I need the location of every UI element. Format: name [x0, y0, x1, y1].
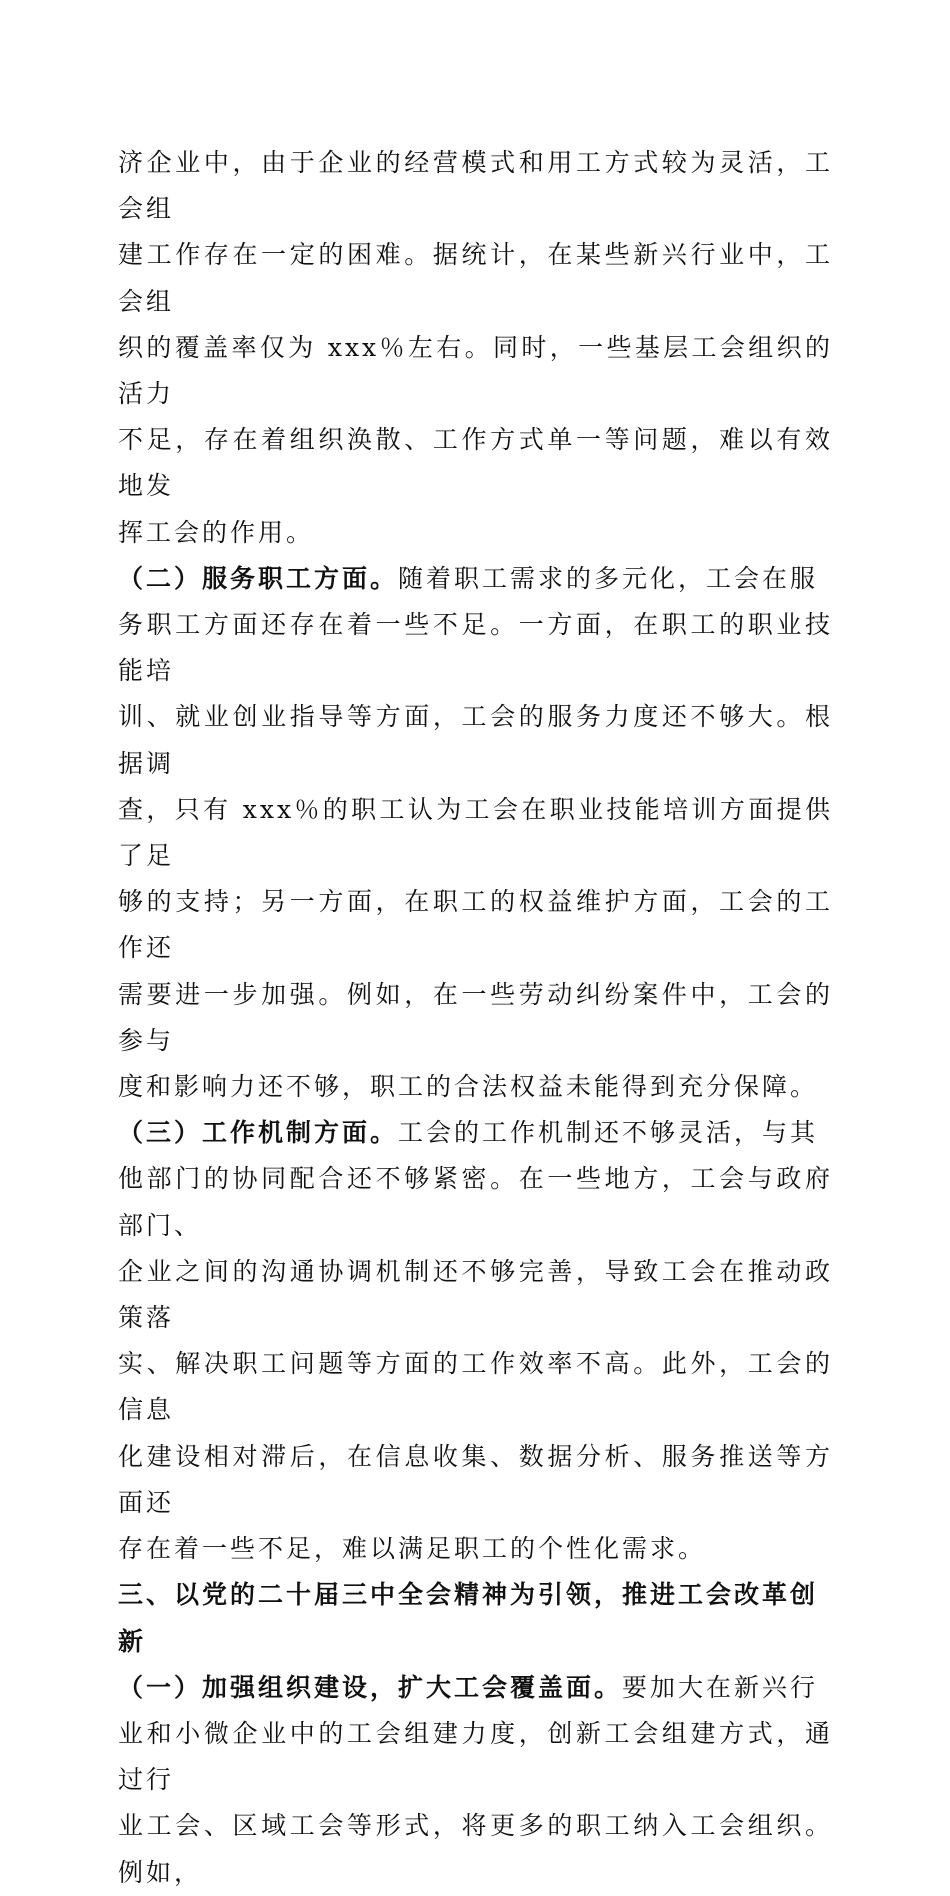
document-body	[118, 140, 833, 1896]
paragraph-2	[118, 556, 833, 1110]
paragraph-4-text: 要加大在新兴行 业和小微企业中的工会组建力度，创新工会组建方式，通过行 业工会、区域工会等形式，将更多的职工纳入工会组织。例如，	[118, 1672, 833, 1887]
paragraph-3	[118, 1110, 833, 1572]
paragraph-1-text: 济企业中，由于企业的经营模式和用工方式较为灵活，工会组 建工作存在一定的困难。据统计，在某些新兴行业中，工会组 织的覆盖率仅为 xxx％左右。同时，一些基层工会组织的活力 不足，存在着组织涣散、工作方式单一等问题，难以有效地发 挥工会的作用。	[118, 148, 833, 547]
paragraph-4	[118, 1665, 833, 1896]
section-heading-text: 三、以党的二十届三中全会精神为引领，推进工会改革创 新	[118, 1580, 819, 1656]
paragraph-3-lead: （三）工作机制方面。	[118, 1118, 399, 1148]
paragraph-1	[118, 140, 833, 556]
paragraph-2-text: 随着职工需求的多元化，工会在服 务职工方面还存在着一些不足。一方面，在职工的职业技能培 训、就业创业指导等方面，工会的服务力度还不够大。根据调 查，只有 xxx％的职工认为工会在职业技能培训方面提供了足 够的支持；另一方面，在职工的权益维护方面，工会的工作还 需要进一步加强。例如，在一些劳动纠纷案件中，工会的参与 度和影响力还不够，职工的合法权益未能得到充分保障。	[118, 563, 833, 1102]
paragraph-3-text: 工会的工作机制还不够灵活，与其 他部门的协同配合还不够紧密。在一些地方，工会与政府部门、 企业之间的沟通协调机制还不够完善，导致工会在推动政策落 实、解决职工问题等方面的工作效率不高。此外，工会的信息 化建设相对滞后，在信息收集、数据分析、服务推送等方面还 存在着一些不足，难以满足职工的个性化需求。	[118, 1118, 833, 1564]
section-heading	[118, 1572, 833, 1664]
paragraph-4-lead: （一）加强组织建设，扩大工会覆盖面。	[118, 1672, 623, 1702]
paragraph-2-lead: （二）服务职工方面。	[118, 563, 399, 593]
